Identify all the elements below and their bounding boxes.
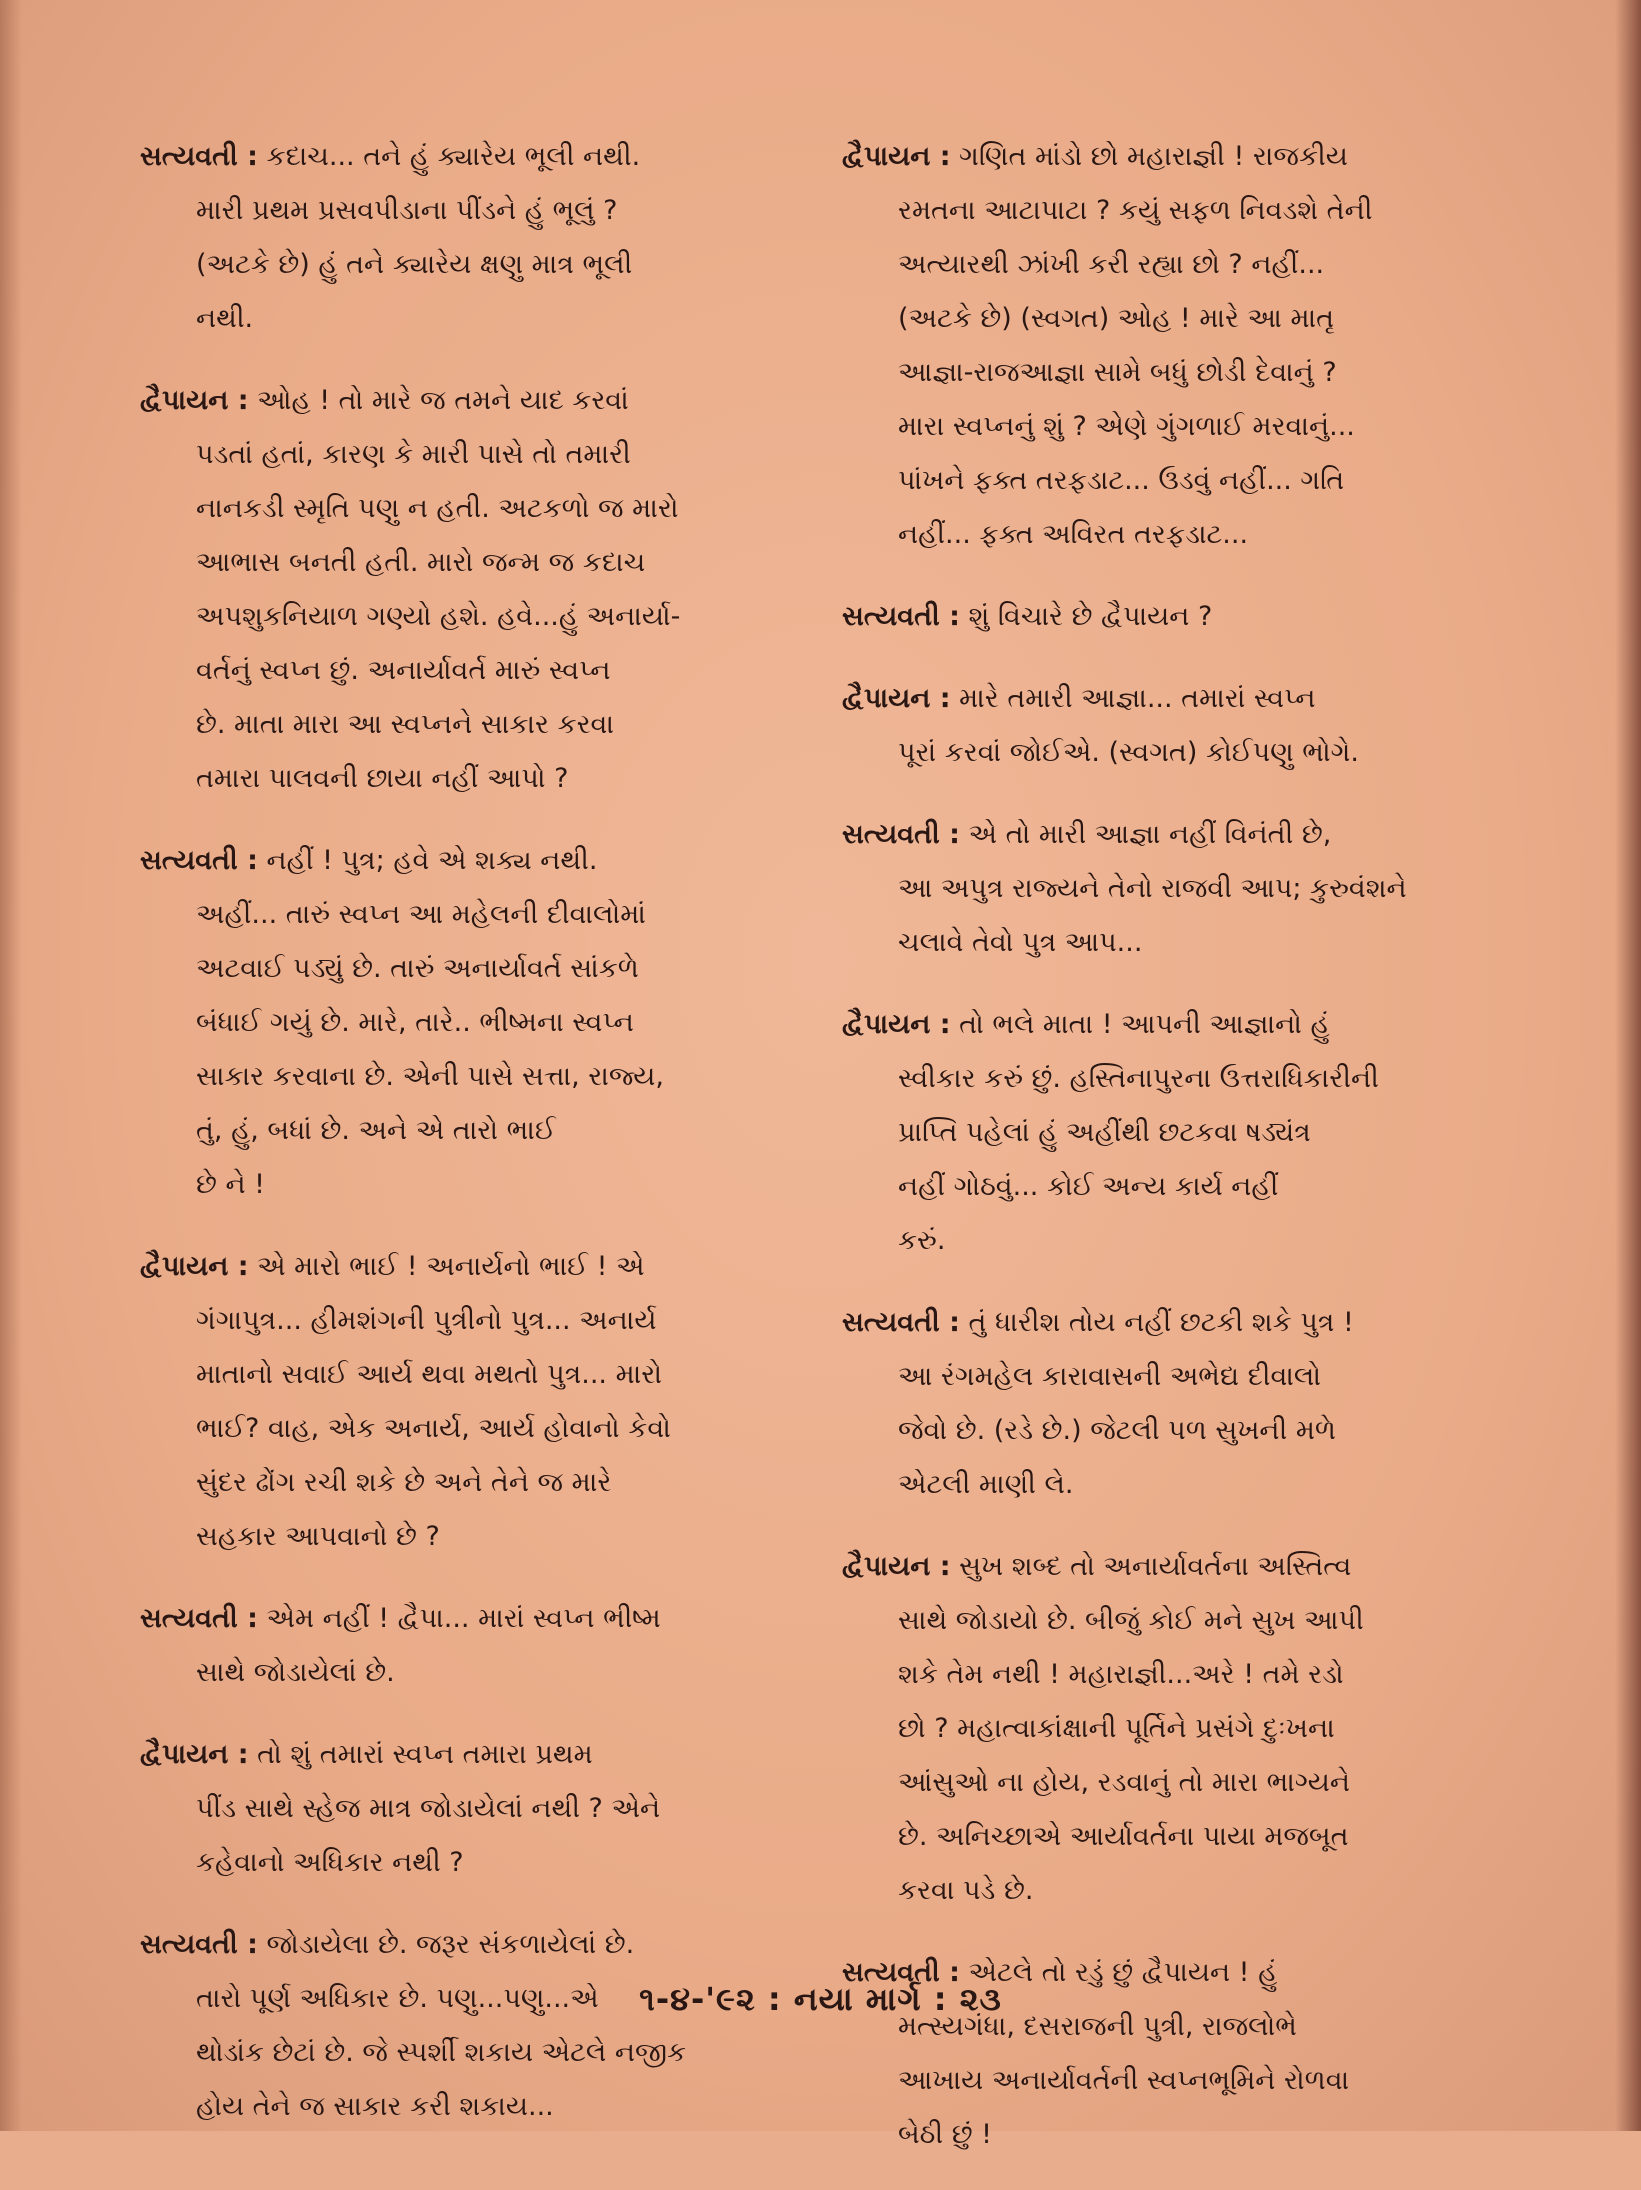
dialogue-line — [842, 1810, 1502, 1864]
dialogue-text: નહીં ! પુત્ર; હવે એ શક્ય નથી. — [266, 845, 598, 876]
speaker-name: સત્યવતી : — [842, 1957, 960, 1988]
dialogue-text: મારા સ્વપ્નનું શું ? એણે ગુંગળાઈ મરવાનું... — [898, 411, 1355, 442]
dialogue-line — [140, 590, 800, 644]
dialogue-line — [140, 996, 800, 1050]
dialogue-text: ઓહ ! તો મારે જ તમને યાદ કરવાં — [257, 385, 629, 416]
dialogue-text: પૂરાં કરવાં જોઈએ. (સ્વગત) કોઈપણુ ભોગે. — [898, 737, 1359, 768]
dialogue-line — [140, 752, 800, 806]
dialogue-line — [140, 2026, 800, 2080]
dialogue-line — [140, 1782, 800, 1836]
page-edge-left — [0, 0, 22, 2131]
dialogue-entry — [842, 808, 1502, 970]
dialogue-text: તું, હું, બધાં છે. અને એ તારો ભાઈ — [196, 1115, 556, 1146]
dialogue-entry — [842, 998, 1502, 1268]
dialogue-text: કરું. — [898, 1225, 946, 1256]
dialogue-text: એટલે તો રડું છું દ્વૈપાયન ! હું — [968, 1957, 1278, 1988]
dialogue-text: સ્વીકાર કરું છું. હસ્તિનાપુરના ઉત્તરાધિકારીની — [898, 1063, 1379, 1094]
dialogue-text: માતાનો સવાઈ આર્ય થવા મથતો પુત્ર... મારો — [196, 1359, 662, 1390]
dialogue-text: બંધાઈ ગયું છે. મારે, તારે.. ભીષ્મના સ્વપ્ન — [196, 1007, 634, 1038]
dialogue-entry — [842, 1540, 1502, 1918]
dialogue-line — [140, 644, 800, 698]
dialogue-text: નહીં... ફક્ત અવિરત તરફડાટ... — [898, 519, 1249, 550]
dialogue-line — [842, 346, 1502, 400]
dialogue-line — [140, 1592, 800, 1646]
dialogue-line — [140, 1158, 800, 1212]
dialogue-text: છો ? મહાત્વાકાંક્ષાની પૂર્તિને પ્રસંગે દુઃખના — [898, 1713, 1335, 1744]
dialogue-line — [842, 1296, 1502, 1350]
dialogue-text: ગણિત માંડો છો મહારાજ્ઞી ! રાજકીય — [959, 141, 1348, 172]
dialogue-line — [140, 1918, 800, 1972]
dialogue-line — [140, 1050, 800, 1104]
dialogue-line — [842, 1864, 1502, 1918]
dialogue-text: સાકાર કરવાના છે. એની પાસે સત્તા, રાજ્ય, — [196, 1061, 664, 1092]
dialogue-text: અત્યારથી ઝાંખી કરી રહ્યા છો ? નહીં... — [898, 249, 1325, 280]
dialogue-line — [140, 1510, 800, 1564]
dialogue-text: કહેવાનો અધિકાર નથી ? — [196, 1847, 464, 1878]
dialogue-line — [140, 374, 800, 428]
dialogue-line — [140, 1294, 800, 1348]
dialogue-line — [842, 590, 1502, 644]
dialogue-line — [140, 1646, 800, 1700]
dialogue-text: શું વિચારે છે દ્વૈપાયન ? — [968, 601, 1213, 632]
dialogue-text: (અટકે છે) હું તને ક્યારેય ક્ષણુ માત્ર ભૂલી — [196, 249, 633, 280]
dialogue-line — [842, 454, 1502, 508]
dialogue-text: એ તો મારી આજ્ઞા નહીં વિનંતી છે, — [968, 819, 1332, 850]
dialogue-text: છે ને ! — [196, 1169, 265, 1200]
speaker-name: દ્વૈપાયન : — [842, 1551, 951, 1582]
speaker-name: સત્યવતી : — [842, 1307, 960, 1338]
dialogue-line — [842, 292, 1502, 346]
dialogue-line — [842, 1350, 1502, 1404]
dialogue-line — [842, 916, 1502, 970]
dialogue-line — [140, 834, 800, 888]
speaker-name: દ્વૈપાયન : — [140, 1739, 249, 1770]
dialogue-entry — [140, 1592, 800, 1700]
dialogue-text: નથી. — [196, 303, 254, 334]
speaker-name: દ્વૈપાયન : — [842, 1009, 951, 1040]
dialogue-line — [140, 1348, 800, 1402]
dialogue-text: શકે તેમ નથી ! મહારાજ્ઞી...અરે ! તમે રડો — [898, 1659, 1344, 1690]
speaker-name: સત્યવતી : — [842, 819, 960, 850]
dialogue-text: તું ધારીશ તોય નહીં છટકી શકે પુત્ર ! — [968, 1307, 1354, 1338]
dialogue-line — [842, 1594, 1502, 1648]
dialogue-text: આંસુઓ ના હોય, રડવાનું તો મારા ભાગ્યને — [898, 1767, 1351, 1798]
speaker-name: દ્વૈપાયન : — [140, 1251, 249, 1282]
dialogue-text: મારે તમારી આજ્ઞા... તમારાં સ્વપ્ન — [959, 683, 1316, 714]
dialogue-text: ભાઈ? વાહ, એક અનાર્ય, આર્ય હોવાનો કેવો — [196, 1413, 671, 1444]
dialogue-line — [842, 508, 1502, 562]
dialogue-line — [842, 1648, 1502, 1702]
dialogue-text: આ રંગમહેલ કારાવાસની અભેદ્ય દીવાલો — [898, 1361, 1322, 1392]
dialogue-line — [842, 1702, 1502, 1756]
dialogue-line — [842, 1106, 1502, 1160]
dialogue-line — [140, 130, 800, 184]
dialogue-line — [842, 1540, 1502, 1594]
dialogue-entry — [140, 374, 800, 806]
dialogue-line — [842, 1756, 1502, 1810]
dialogue-line — [842, 1160, 1502, 1214]
dialogue-line — [842, 2108, 1502, 2162]
speaker-name: સત્યવતી : — [140, 845, 258, 876]
dialogue-text: વર્તનું સ્વપ્ન છું. અનાર્યાવર્ત મારું સ્વપ્ન — [196, 655, 611, 686]
dialogue-text: આ અપુત્ર રાજ્યને તેનો રાજવી આપ; કુરુવંશને — [898, 873, 1407, 904]
dialogue-text: રમતના આટાપાટા ? કયું સફળ નિવડશે તેની — [898, 195, 1373, 226]
dialogue-text: અપશુકનિયાળ ગણ્યો હશે. હવે...હું અનાર્યા- — [196, 601, 681, 632]
dialogue-line — [842, 130, 1502, 184]
dialogue-text: આભાસ બનતી હતી. મારો જન્મ જ કદાચ — [196, 547, 646, 578]
dialogue-text: છે. માતા મારા આ સ્વપ્નને સાકાર કરવા — [196, 709, 614, 740]
dialogue-text: એમ નહીં ! દ્વૈપા... મારાં સ્વપ્ન ભીષ્મ — [266, 1603, 661, 1634]
dialogue-line — [842, 1404, 1502, 1458]
dialogue-line — [140, 1240, 800, 1294]
dialogue-text: એ મારો ભાઈ ! અનાર્યનો ભાઈ ! એ — [257, 1251, 645, 1282]
dialogue-line — [140, 1104, 800, 1158]
dialogue-entry — [842, 590, 1502, 644]
dialogue-line — [140, 942, 800, 996]
dialogue-text: જેવો છે. (રડે છે.) જેટલી પળ સુખની મળે — [898, 1415, 1336, 1446]
dialogue-text: સાથે જોડાયેલાં છે. — [196, 1657, 395, 1688]
dialogue-line — [140, 1402, 800, 1456]
dialogue-text: છે. અનિચ્છાએ આર્યાવર્તના પાયા મજબૂત — [898, 1821, 1349, 1852]
dialogue-line — [140, 482, 800, 536]
dialogue-line — [842, 726, 1502, 780]
dialogue-line — [842, 1458, 1502, 1512]
dialogue-text: આજ્ઞા-રાજઆજ્ઞા સામે બધું છોડી દેવાનું ? — [898, 357, 1337, 388]
speaker-name: દ્વૈપાયન : — [140, 385, 249, 416]
dialogue-text: એટલી માણી લે. — [898, 1469, 1074, 1500]
dialogue-line — [140, 888, 800, 942]
dialogue-line — [140, 238, 800, 292]
dialogue-text: પીંડ સાથે સ્હેજ માત્ર જોડાયેલાં નથી ? એને — [196, 1793, 661, 1824]
dialogue-line — [140, 536, 800, 590]
speaker-name: દ્વૈપાયન : — [842, 683, 951, 714]
dialogue-line — [140, 184, 800, 238]
dialogue-text: સુંદર ઢોંગ રચી શકે છે અને તેને જ મારે — [196, 1467, 612, 1498]
dialogue-text: આખાય અનાર્યાવર્તની સ્વપ્નભૂમિને રોળવા — [898, 2065, 1350, 2096]
dialogue-text: મારી પ્રથમ પ્રસવપીડાના પીંડને હું ભૂલું ? — [196, 195, 618, 226]
dialogue-line — [842, 1052, 1502, 1106]
dialogue-line — [842, 400, 1502, 454]
dialogue-text: પ્રાપ્તિ પહેલાં હું અહીંથી છટકવા ષડ્યંત્ર — [898, 1117, 1311, 1148]
dialogue-line — [842, 862, 1502, 916]
dialogue-text: મત્સ્યગંધા, દસરાજની પુત્રી, રાજલોભે — [898, 2011, 1297, 2042]
left-column — [140, 130, 800, 2162]
dialogue-entry — [842, 130, 1502, 562]
dialogue-entry — [140, 130, 800, 346]
speaker-name: સત્યવતી : — [140, 141, 258, 172]
dialogue-line — [140, 292, 800, 346]
dialogue-line — [140, 1836, 800, 1890]
dialogue-entry — [842, 1296, 1502, 1512]
dialogue-text: હોય તેને જ સાકાર કરી શકાય... — [196, 2091, 554, 2122]
dialogue-line — [140, 1728, 800, 1782]
dialogue-text: ચલાવે તેવો પુત્ર આપ... — [898, 927, 1143, 958]
dialogue-line — [842, 808, 1502, 862]
dialogue-text: ગંગાપુત્ર... હીમશંગની પુત્રીનો પુત્ર... અનાર્ય — [196, 1305, 657, 1336]
dialogue-text: પડતાં હતાં, કારણ કે મારી પાસે તો તમારી — [196, 439, 631, 470]
dialogue-line — [842, 1214, 1502, 1268]
speaker-name: દ્વૈપાયન : — [842, 141, 951, 172]
dialogue-entry — [842, 1946, 1502, 2162]
speaker-name: સત્યવતી : — [140, 1603, 258, 1634]
dialogue-text: નહીં ગોઠવું... કોઈ અન્ય કાર્ય નહીં — [898, 1171, 1279, 1202]
dialogue-entry — [140, 1240, 800, 1564]
dialogue-line — [842, 998, 1502, 1052]
dialogue-text: નાનકડી સ્મૃતિ પણુ ન હતી. અટકળો જ મારો — [196, 493, 679, 524]
page-footer: ૧-૪-'૯૨ : નયા માર્ગ : ૨૩ — [639, 1980, 1002, 2018]
dialogue-entry — [140, 834, 800, 1212]
dialogue-text: સાથે જોડાયો છે. બીજું કોઈ મને સુખ આપી — [898, 1605, 1364, 1636]
dialogue-text: બેઠી છું ! — [898, 2119, 992, 2150]
dialogue-line — [842, 672, 1502, 726]
speaker-name: સત્યવતી : — [140, 1929, 258, 1960]
dialogue-text: તો શું તમારાં સ્વપ્ન તમારા પ્રથમ — [257, 1739, 593, 1770]
dialogue-text: સહકાર આપવાનો છે ? — [196, 1521, 440, 1552]
dialogue-entry — [140, 1918, 800, 2134]
dialogue-text: કદાચ... તને હું ક્યારેય ભૂલી નથી. — [266, 141, 641, 172]
dialogue-line — [842, 184, 1502, 238]
dialogue-line — [140, 428, 800, 482]
dialogue-line — [140, 1456, 800, 1510]
page-edge-right — [1615, 0, 1641, 2131]
dialogue-text: જોડાયેલા છે. જરૂર સંકળાયેલાં છે. — [266, 1929, 635, 1960]
dialogue-text: તો ભલે માતા ! આપની આજ્ઞાનો હું — [959, 1009, 1330, 1040]
dialogue-text: થોડાંક છેટાં છે. જે સ્પર્શી શકાય એટલે નજીક — [196, 2037, 687, 2068]
dialogue-entry — [842, 672, 1502, 780]
dialogue-text: (અટકે છે) (સ્વગત) ઓહ ! મારે આ માતૃ — [898, 303, 1335, 334]
speaker-name: સત્યવતી : — [842, 601, 960, 632]
dialogue-text: તારો પૂર્ણ અધિકાર છે. પણુ...પણુ...એ — [196, 1983, 599, 2014]
dialogue-line — [842, 238, 1502, 292]
dialogue-entry — [140, 1728, 800, 1890]
dialogue-text: તમારા પાલવની છાયા નહીં આપો ? — [196, 763, 569, 794]
dialogue-text: અહીં... તારું સ્વપ્ન આ મહેલની દીવાલોમાં — [196, 899, 646, 930]
dialogue-text: કરવા પડે છે. — [898, 1875, 1034, 1906]
dialogue-text: અટવાઈ પડ્યું છે. તારું અનાર્યાવર્ત સાંકળે — [196, 953, 639, 984]
dialogue-text: સુખ શબ્દ તો અનાર્યાવર્તના અસ્તિત્વ — [959, 1551, 1352, 1582]
right-column — [842, 130, 1502, 2190]
dialogue-line — [140, 698, 800, 752]
dialogue-text: પાંખને ફક્ત તરફડાટ... ઉડવું નહીં... ગતિ — [898, 465, 1345, 496]
dialogue-line — [842, 2054, 1502, 2108]
dialogue-line — [140, 2080, 800, 2134]
